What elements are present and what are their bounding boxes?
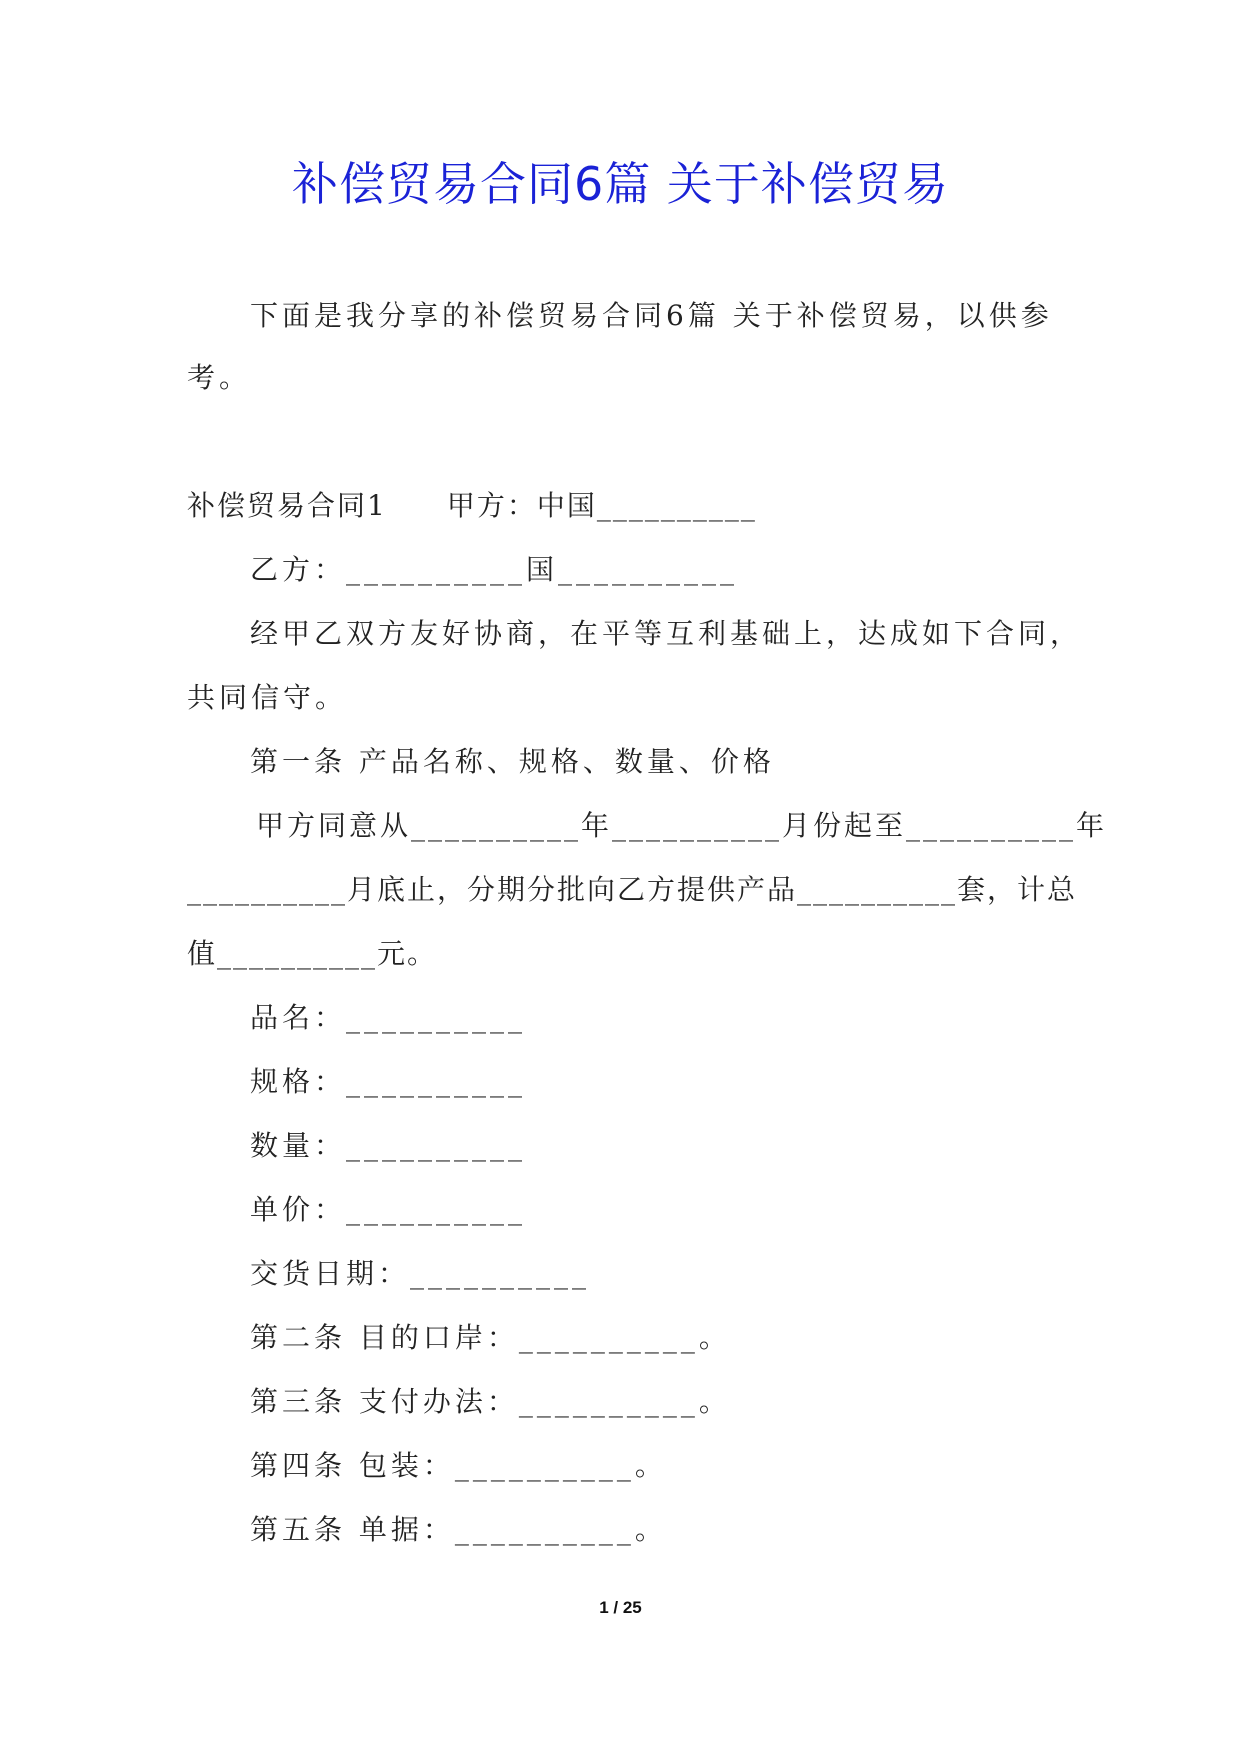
article-1-line-2: __________月底止，分期分批向乙方提供产品__________套，计总 [187,873,1078,906]
article-2: 第二条 目的口岸：__________。 [250,1321,731,1354]
page-number: 1 / 25 [599,1598,642,1617]
product-name-field: 品名：__________ [250,1001,527,1034]
article-4: 第四条 包装：__________。 [250,1449,667,1482]
spec-field: 规格：__________ [250,1065,527,1098]
article-5: 第五条 单据：__________。 [250,1513,667,1546]
delivery-date-field: 交货日期：__________ [250,1257,591,1290]
article-1-heading: 第一条 产品名称、规格、数量、价格 [250,745,775,778]
party-b-line: 乙方：__________国__________ [250,553,739,586]
document-title: 补偿贸易合同6篇 关于补偿贸易 [292,157,949,211]
unit-price-field: 单价：__________ [250,1193,527,1226]
contract-heading-party-a: 补偿贸易合同1 甲方：中国__________ [187,489,757,522]
intro-line-2: 考。 [187,361,252,394]
preamble-line-1: 经甲乙双方友好协商，在平等互利基础上，达成如下合同， [250,617,1083,650]
preamble-line-2: 共同信守。 [187,681,348,714]
quantity-field: 数量：__________ [250,1129,527,1162]
intro-line-1: 下面是我分享的补偿贸易合同6篇 关于补偿贸易，以供参 [250,299,1053,332]
article-3: 第三条 支付办法：__________。 [250,1385,731,1418]
article-1-line-3: 值__________元。 [187,937,438,970]
article-1-line-1: 甲方同意从__________年__________月份起至__________年 [256,809,1108,842]
